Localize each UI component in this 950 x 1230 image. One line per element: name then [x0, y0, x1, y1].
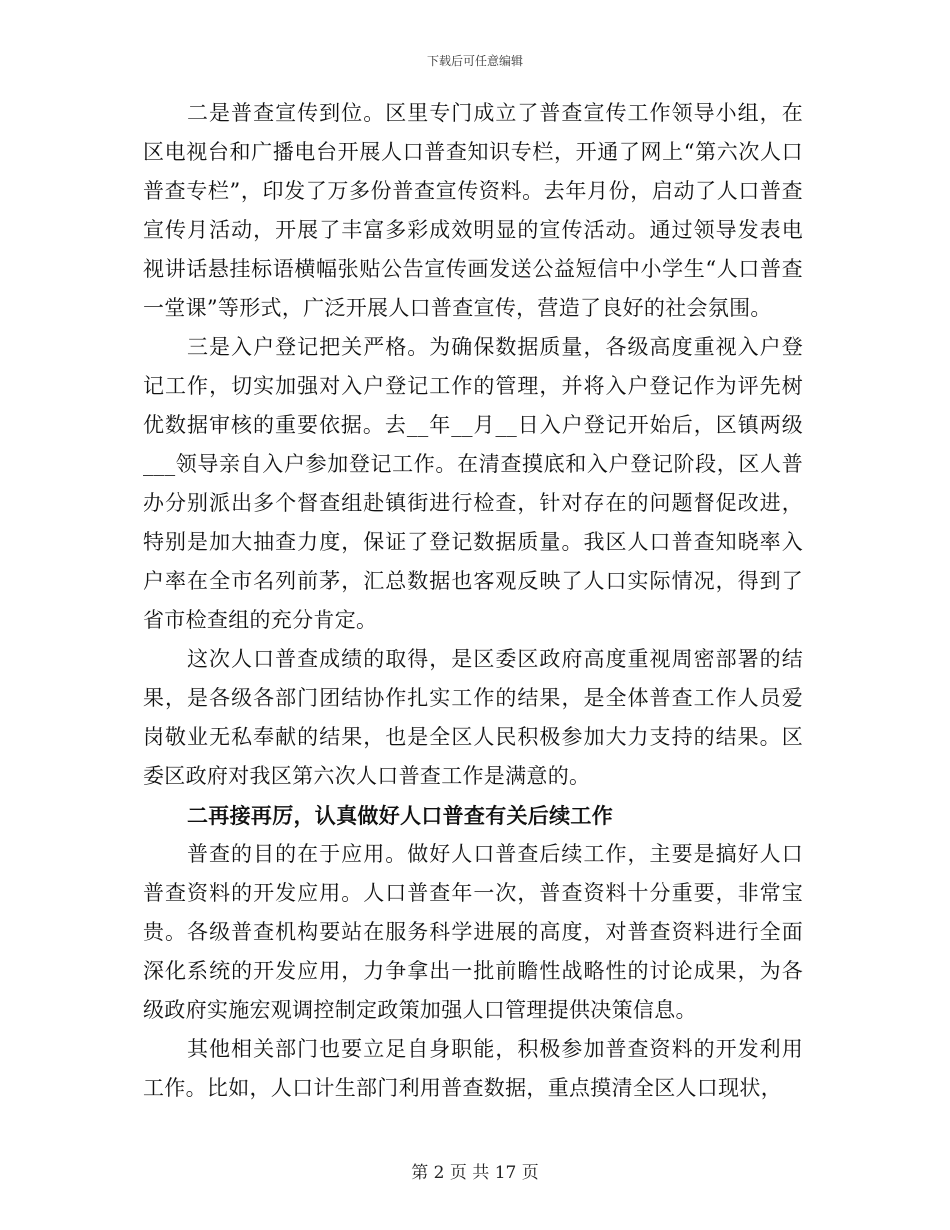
paragraph-achievement: 这次人口普查成绩的取得，是区委区政府高度重视周密部署的结果，是各级各部门团结协作扎实工作的结果，是全体普查工作人员爱岗敬业无私奉献的结果，也是全区人民积极参加大力支持的结果。区委区政府对我区第六次人口普查工作是满意的。: [143, 647, 803, 788]
paragraph-registration: 三是入户登记把关严格。为确保数据质量，各级高度重视入户登记工作，切实加强对入户登记工作的管理，并将入户登记作为评先树优数据审核的重要依据。去__年__月__日入户登记开始后，区镇两级___领导亲自入户参加登记工作。在清查摸底和入户登记阶段，区人普办分别派出多个督查组赴镇街进行检查，针对存在的问题督促改进，特别是加大抽查力度，保证了登记数据质量。我区人口普查知晓率入户率在全市名列前茅，汇总数据也客观反映了人口实际情况，得到了省市检查组的充分肯定。: [143, 335, 803, 632]
paragraph-publicity: 二是普查宣传到位。区里专门成立了普查宣传工作领导小组，在区电视台和广播电台开展人口普查知识专栏，开通了网上“第六次人口普查专栏”，印发了万多份普查宣传资料。去年月份，启动了人口普查宣传月活动，开展了丰富多彩成效明显的宣传活动。通过领导发表电视讲话悬挂标语横幅张贴公告宣传画发送公益短信中小学生“人口普查一堂课”等形式，广泛开展人口普查宣传，营造了良好的社会氛围。: [143, 101, 803, 320]
page-footer: 第 2 页 共 17 页: [411, 1163, 539, 1183]
paragraph-application: 普查的目的在于应用。做好人口普查后续工作，主要是搞好人口普查资料的开发应用。人口普查年一次，普查资料十分重要，非常宝贵。各级普查机构要站在服务科学进展的高度，对普查资料进行全面深化系统的开发应用，力争拿出一批前瞻性战略性的讨论成果，为各级政府实施宏观调控制定政策加强人口管理提供决策信息。: [143, 842, 803, 1022]
page-header: 下载后可任意编辑: [426, 54, 523, 68]
document-body: [143, 94, 803, 1108]
section-heading: 二再接再厉，认真做好人口普查有关后续工作: [187, 803, 613, 828]
paragraph-departments: 其他相关部门也要立足自身职能，积极参加普查资料的开发利用工作。比如，人口计生部门利用普查数据，重点摸清全区人口现状，: [143, 1037, 803, 1100]
